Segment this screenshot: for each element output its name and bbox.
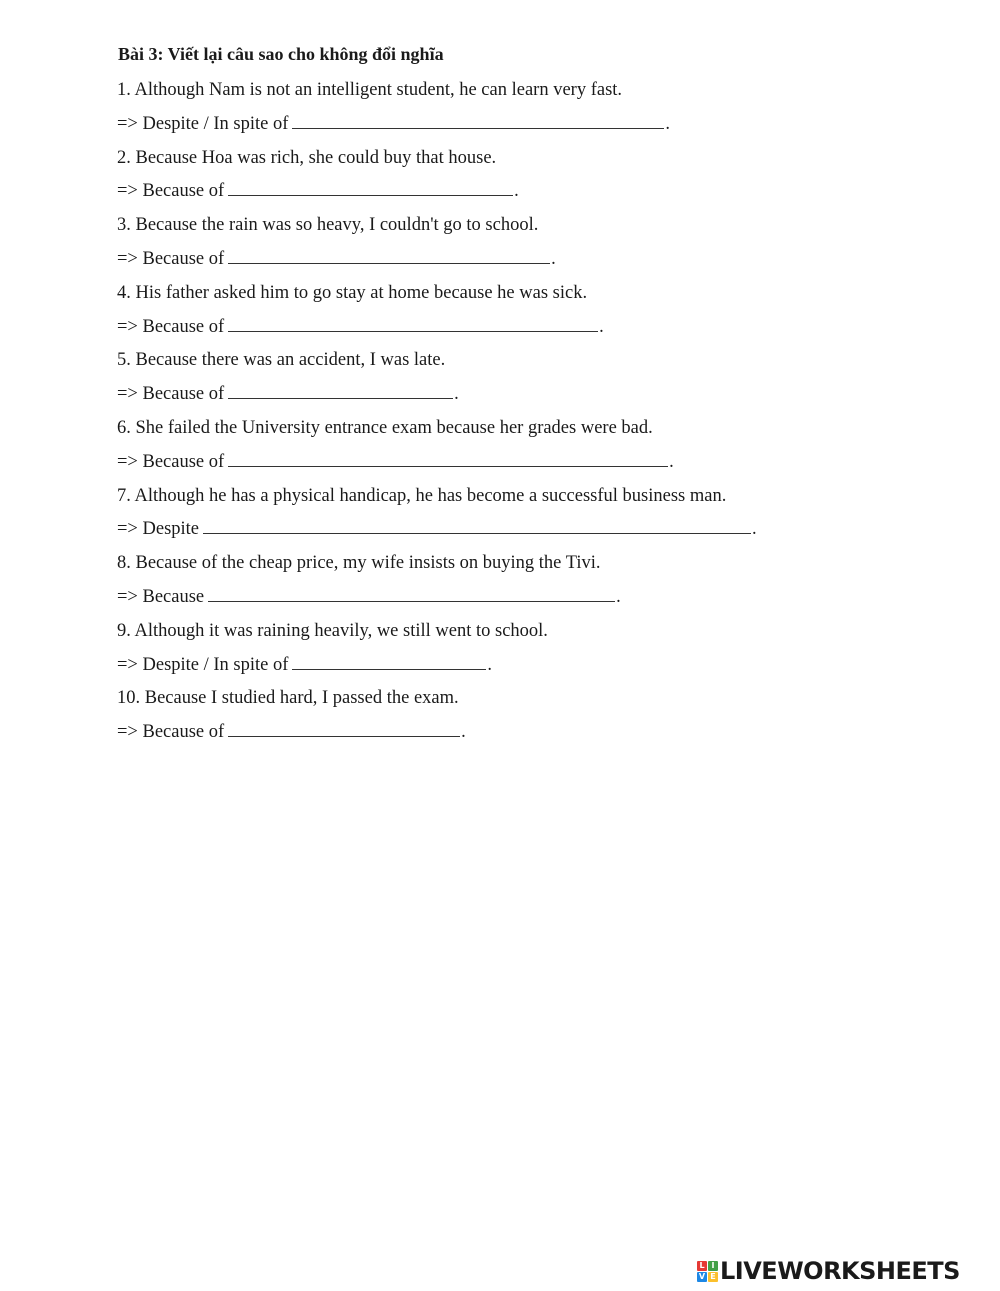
exercise-item-8 [117,550,937,618]
exercise-item-9 [117,618,937,686]
answer-prompt: => Despite / In spite of [117,113,289,134]
answer-prompt: => Because of [117,248,225,269]
answer-line [117,449,937,483]
answer-blank[interactable] [228,249,550,264]
exercise-item-7 [117,483,937,551]
sentence-end: . [669,451,674,472]
answer-prompt: => Because of [117,384,225,405]
sentence-end: . [599,316,604,337]
answer-line [117,111,937,145]
sentence-end: . [514,181,519,202]
answer-line [117,652,937,686]
question-text: 10. Because I studied hard, I passed the exam. [117,688,459,709]
sentence-end: . [551,248,556,269]
answer-line [117,584,937,618]
liveworksheets-logo [697,1257,960,1285]
answer-blank[interactable] [203,519,751,534]
exercise-item-3 [117,212,937,280]
exercise-item-1 [117,77,937,145]
sentence-end: . [665,113,671,134]
answer-blank[interactable] [208,587,615,602]
question-text: 2. Because Hoa was rich, she could buy that house. [117,147,497,168]
logo-block-l: L [697,1261,707,1271]
sentence-end: . [454,384,459,405]
answer-line [117,246,937,280]
question-text: 3. Because the rain was so heavy, I couldn't go to school. [117,215,539,236]
question-text: 8. Because of the cheap price, my wife insists on buying the Tivi. [117,553,601,574]
answer-prompt: => Because of [117,722,225,743]
exercise-item-10 [117,685,937,753]
sentence-end: . [752,519,757,540]
answer-prompt: => Because of [117,451,225,472]
exercise-item-5 [117,347,937,415]
logo-blocks-icon [697,1261,718,1282]
exercise-list [117,77,937,753]
question-text: 4. His father asked him to go stay at home because he was sick. [117,282,588,303]
question-text: 7. Although he has a physical handicap, he has become a successful business man. [117,485,727,506]
answer-line [117,314,937,348]
question-text: 6. She failed the University entrance exam because her grades were bad. [117,417,653,438]
exercise-item-4 [117,280,937,348]
answer-blank[interactable] [228,181,513,196]
sentence-end: . [461,722,466,743]
answer-blank[interactable] [228,722,460,737]
answer-blank[interactable] [292,655,486,670]
answer-line [117,719,937,753]
logo-block-v: V [698,1272,706,1281]
answer-prompt: => Despite / In spite of [117,654,289,675]
logo-text: LIVEWORKSHEETS [720,1257,960,1285]
exercise-item-6 [117,415,937,483]
answer-prompt: => Despite [117,519,200,540]
answer-blank[interactable] [228,384,453,399]
logo-block-i: I [708,1261,718,1271]
answer-prompt: => Because [117,586,205,607]
question-text: 9. Although it was raining heavily, we still went to school. [117,620,548,641]
sentence-end: . [616,586,621,607]
question-text: 5. Because there was an accident, I was late. [117,350,446,371]
answer-line [117,381,937,415]
question-text: 1. Although Nam is not an intelligent student, he can learn very fast. [117,80,623,100]
answer-blank[interactable] [228,317,598,332]
answer-blank[interactable] [292,114,664,129]
exercise-title: Bài 3: Viết lại câu sao cho không đổi nghĩa [118,44,444,64]
logo-block-e: E [708,1272,718,1282]
answer-line [117,178,937,212]
answer-blank[interactable] [228,452,668,467]
exercise-item-2 [117,145,937,213]
answer-line [117,516,937,550]
sentence-end: . [487,654,493,675]
answer-prompt: => Because of [117,181,225,202]
answer-prompt: => Because of [117,316,225,337]
